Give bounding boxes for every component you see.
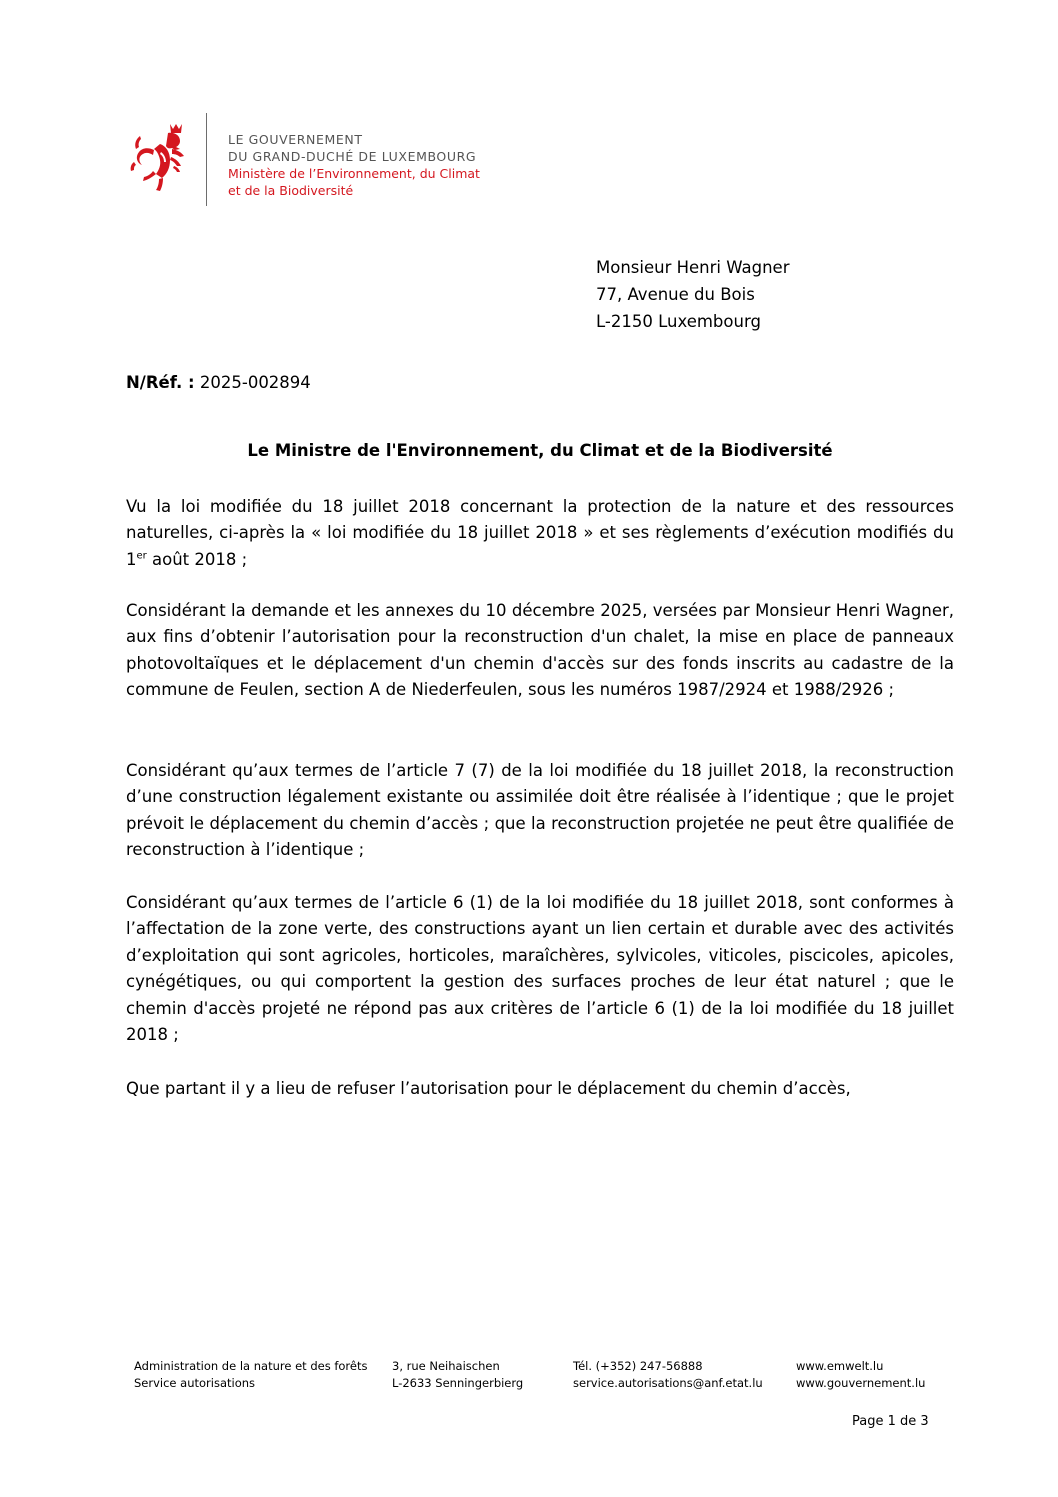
paragraph-article-7: Considérant qu’aux termes de l’article 7 (7) de la loi modifiée du 18 juillet 2018, la reconstruction d’une construction légalement existante ou assimilée doit être réalisée à l’identique ; que le projet prévoit le déplacement du chemin d’accès ; que la reconstruction projetée ne peut être qualifiée de reconstruction à l’identique ; (126, 761, 954, 860)
recipient-city: L-2150 Luxembourg (596, 312, 761, 331)
footer-service-name: Service autorisations (134, 1376, 256, 1390)
government-title-line2: DU GRAND-DUCHÉ DE LUXEMBOURG (228, 149, 477, 164)
footer-city: L-2633 Senningerbierg (392, 1376, 524, 1390)
paragraph-conclusion: Que partant il y a lieu de refuser l’autorisation pour le déplacement du chemin d’accès, (126, 1079, 851, 1098)
footer-email: service.autorisations@anf.etat.lu (573, 1376, 763, 1390)
paragraph-legal-basis (126, 494, 954, 573)
reference-number: 2025-002894 (194, 373, 311, 392)
footer-websites (796, 1358, 925, 1392)
footer-administration (134, 1358, 367, 1392)
government-title-line1: LE GOUVERNEMENT (228, 132, 363, 147)
reference-line (126, 372, 311, 394)
recipient-address (596, 254, 789, 335)
ministry-name-line1: Ministère de l’Environnement, du Climat (228, 166, 480, 181)
footer-address (392, 1358, 523, 1392)
paragraph-legal-basis-end: août 2018 ; (146, 549, 248, 569)
ordinal-superscript: er (136, 550, 147, 562)
footer-website-gouvernement: www.gouvernement.lu (796, 1376, 926, 1390)
footer-website-emwelt: www.emwelt.lu (796, 1359, 884, 1373)
footer-phone: Tél. (+352) 247-56888 (573, 1359, 703, 1373)
luxembourg-red-lion-logo-icon (130, 122, 192, 194)
document-title: Le Ministre de l'Environnement, du Climat et de la Biodiversité (247, 441, 833, 460)
footer-administration-name: Administration de la nature et des forêts (134, 1359, 368, 1373)
recipient-street: 77, Avenue du Bois (596, 285, 755, 304)
paragraph-article-6: Considérant qu’aux termes de l’article 6 (1) de la loi modifiée du 18 juillet 2018, sont conformes à l’affectation de la zone verte, des constructions ayant un lien certain et durable avec des activités d’exploitation qui sont agricoles, horticoles, maraîchères, sylvicoles, viticoles, piscicoles, apicoles, cynégétiques, ou qui comportent la gestion des surfaces proches de leur état naturel ; que le chemin d'accès projeté ne répond pas aux critères de l’article 6 (1) de la loi modifiée du 18 juillet 2018 ; (126, 893, 954, 1045)
footer-street: 3, rue Neihaischen (392, 1359, 500, 1373)
paragraph-request: Considérant la demande et les annexes du 10 décembre 2025, versées par Monsieur Henri Wagner, aux fins d’obtenir l’autorisation pour la reconstruction d'un chalet, la mise en place de panneaux photovoltaïques et le déplacement d'un chemin d'accès sur des fonds inscrits au cadastre de la commune de Feulen, section A de Niederfeulen, sous les numéros 1987/2924 et 1988/2926 ; (126, 601, 954, 700)
recipient-name: Monsieur Henri Wagner (596, 258, 790, 277)
page-number: Page 1 de 3 (852, 1414, 929, 1429)
paragraph-legal-basis-text: Vu la loi modifiée du 18 juillet 2018 concernant la protection de la nature et des ressources naturelles, ci-après la « loi modifiée du 18 juillet 2018 » et ses règlements d’exécution modifiés du 1 (126, 497, 954, 569)
header-divider (206, 113, 207, 206)
ministry-name-line2: et de la Biodiversité (228, 183, 354, 198)
reference-label: N/Réf. : (126, 373, 195, 392)
government-header (228, 131, 480, 199)
footer-contact (573, 1358, 763, 1392)
